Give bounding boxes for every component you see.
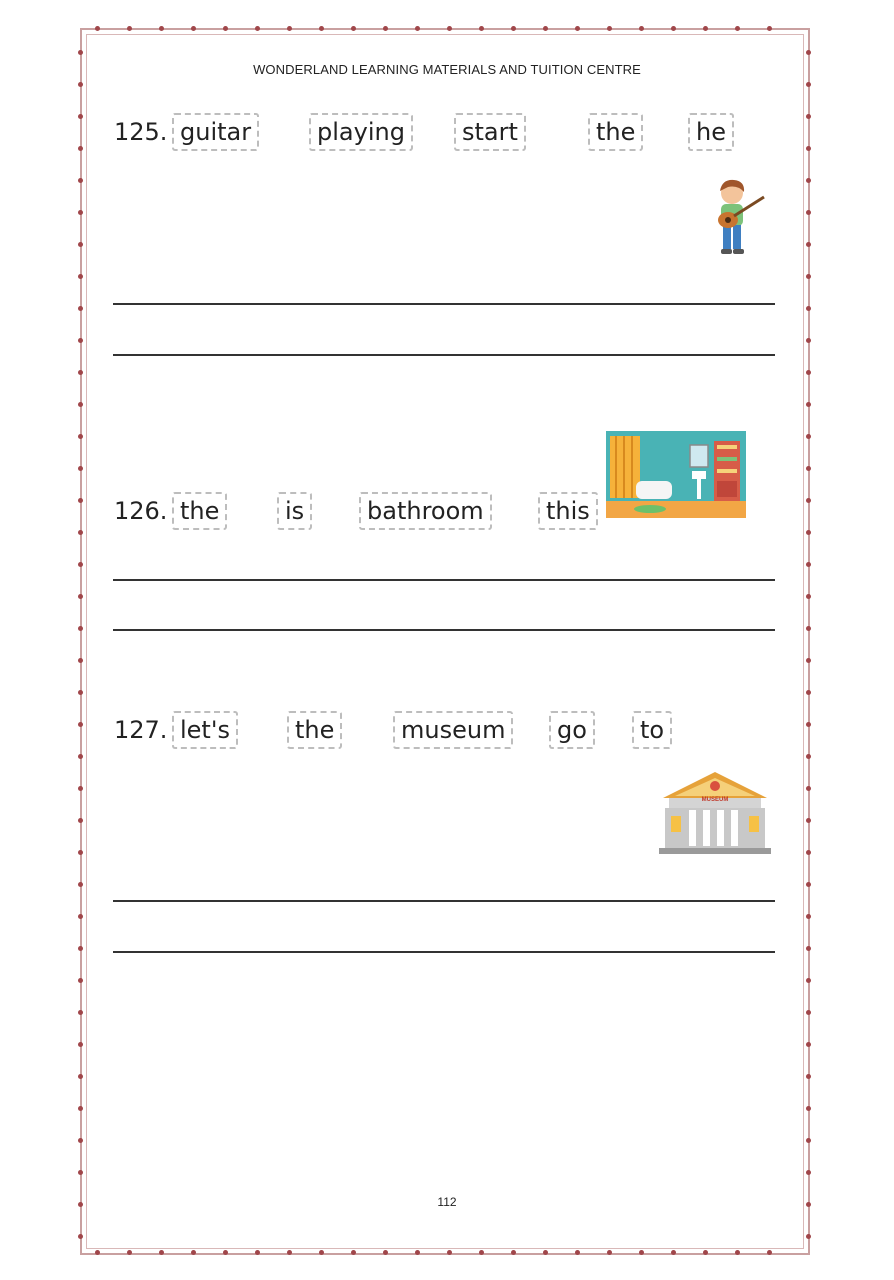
answer-line[interactable] — [113, 354, 775, 356]
word-card: let's — [172, 711, 238, 749]
border-dot — [806, 658, 811, 663]
border-dot — [223, 26, 228, 31]
word-card: start — [454, 113, 526, 151]
word-card: the — [287, 711, 342, 749]
border-dot — [78, 722, 83, 727]
border-dot — [806, 274, 811, 279]
border-dot — [78, 210, 83, 215]
border-dot — [78, 178, 83, 183]
border-dot — [806, 1170, 811, 1175]
border-dot — [95, 26, 100, 31]
border-dot — [806, 306, 811, 311]
border-dot — [806, 498, 811, 503]
border-dot — [671, 1250, 676, 1255]
border-dot — [78, 1042, 83, 1047]
header-title: WONDERLAND LEARNING MATERIALS AND TUITION CENTRE — [253, 62, 641, 77]
page-border-inner — [86, 34, 804, 1249]
word-card: to — [632, 711, 672, 749]
border-dot — [639, 1250, 644, 1255]
border-dot — [78, 818, 83, 823]
border-dot — [806, 594, 811, 599]
word-card: guitar — [172, 113, 259, 151]
border-dot — [78, 530, 83, 535]
border-dot — [575, 26, 580, 31]
border-dot — [806, 146, 811, 151]
bathroom-scene-icon — [606, 431, 746, 518]
border-dot — [351, 1250, 356, 1255]
border-dot — [78, 1138, 83, 1143]
border-dot — [78, 114, 83, 119]
museum-building-icon — [655, 768, 775, 856]
border-dot — [806, 530, 811, 535]
border-dot — [78, 242, 83, 247]
border-dot — [806, 690, 811, 695]
answer-line[interactable] — [113, 629, 775, 631]
answer-line[interactable] — [113, 303, 775, 305]
border-dot — [671, 26, 676, 31]
border-dot — [767, 1250, 772, 1255]
border-dot — [78, 1234, 83, 1239]
border-dot — [543, 26, 548, 31]
answer-line[interactable] — [113, 900, 775, 902]
border-dot — [287, 26, 292, 31]
border-dot — [255, 1250, 260, 1255]
word-card: is — [277, 492, 312, 530]
border-dot — [78, 626, 83, 631]
border-dot — [78, 498, 83, 503]
border-dot — [806, 562, 811, 567]
word-card: playing — [309, 113, 413, 151]
border-dot — [255, 26, 260, 31]
border-dot — [806, 978, 811, 983]
border-dot — [78, 850, 83, 855]
question-number: 126. — [114, 497, 168, 525]
border-dot — [735, 26, 740, 31]
border-dot — [806, 1074, 811, 1079]
answer-line[interactable] — [113, 579, 775, 581]
border-dot — [78, 338, 83, 343]
border-dot — [806, 1010, 811, 1015]
border-dot — [447, 1250, 452, 1255]
border-dot — [806, 370, 811, 375]
border-dot — [735, 1250, 740, 1255]
border-dot — [127, 26, 132, 31]
border-dot — [78, 402, 83, 407]
border-dot — [806, 402, 811, 407]
border-dot — [806, 626, 811, 631]
border-dot — [806, 1138, 811, 1143]
border-dot — [78, 466, 83, 471]
border-dot — [703, 26, 708, 31]
border-dot — [415, 1250, 420, 1255]
border-dot — [575, 1250, 580, 1255]
border-dot — [351, 26, 356, 31]
border-dot — [191, 26, 196, 31]
border-dot — [447, 26, 452, 31]
question-number: 125. — [114, 118, 168, 146]
border-dot — [78, 914, 83, 919]
word-card: the — [588, 113, 643, 151]
border-dot — [806, 178, 811, 183]
border-dot — [806, 82, 811, 87]
border-dot — [78, 434, 83, 439]
border-dot — [78, 82, 83, 87]
border-dot — [479, 26, 484, 31]
border-dot — [78, 1170, 83, 1175]
border-dot — [383, 26, 388, 31]
border-dot — [78, 50, 83, 55]
page-number: 112 — [437, 1195, 457, 1209]
border-dot — [806, 210, 811, 215]
border-dot — [319, 26, 324, 31]
border-dot — [191, 1250, 196, 1255]
border-dot — [78, 946, 83, 951]
border-dot — [511, 1250, 516, 1255]
border-dot — [287, 1250, 292, 1255]
border-dot — [607, 1250, 612, 1255]
border-dot — [78, 786, 83, 791]
museum-sign-label: MUSEUM — [701, 797, 729, 803]
word-card: bathroom — [359, 492, 492, 530]
word-card: he — [688, 113, 734, 151]
border-dot — [159, 1250, 164, 1255]
word-card: this — [538, 492, 598, 530]
border-dot — [806, 946, 811, 951]
word-card: go — [549, 711, 595, 749]
border-dot — [607, 26, 612, 31]
border-dot — [415, 26, 420, 31]
border-dot — [78, 146, 83, 151]
border-dot — [479, 1250, 484, 1255]
border-dot — [806, 722, 811, 727]
border-dot — [78, 1106, 83, 1111]
question-number: 127. — [114, 716, 168, 744]
border-dot — [383, 1250, 388, 1255]
border-dot — [806, 50, 811, 55]
border-dot — [806, 914, 811, 919]
border-dot — [78, 1074, 83, 1079]
border-dot — [319, 1250, 324, 1255]
border-dot — [511, 26, 516, 31]
border-dot — [78, 1010, 83, 1015]
border-dot — [78, 306, 83, 311]
border-dot — [806, 466, 811, 471]
border-dot — [806, 882, 811, 887]
border-dot — [78, 658, 83, 663]
border-dot — [78, 978, 83, 983]
border-dot — [806, 114, 811, 119]
border-dot — [806, 338, 811, 343]
border-dot — [639, 26, 644, 31]
border-dot — [223, 1250, 228, 1255]
border-dot — [78, 690, 83, 695]
boy-playing-guitar-icon — [708, 175, 768, 260]
answer-line[interactable] — [113, 951, 775, 953]
word-card: museum — [393, 711, 513, 749]
border-dot — [806, 754, 811, 759]
border-dot — [78, 274, 83, 279]
border-dot — [159, 26, 164, 31]
border-dot — [127, 1250, 132, 1255]
border-dot — [806, 434, 811, 439]
border-dot — [806, 1234, 811, 1239]
border-dot — [806, 1106, 811, 1111]
border-dot — [95, 1250, 100, 1255]
border-dot — [543, 1250, 548, 1255]
border-dot — [78, 594, 83, 599]
border-dot — [767, 26, 772, 31]
border-dot — [78, 370, 83, 375]
border-dot — [78, 562, 83, 567]
border-dot — [703, 1250, 708, 1255]
border-dot — [806, 1042, 811, 1047]
border-dot — [806, 242, 811, 247]
border-dot — [806, 786, 811, 791]
border-dot — [78, 882, 83, 887]
border-dot — [78, 754, 83, 759]
border-dot — [806, 850, 811, 855]
border-dot — [806, 818, 811, 823]
word-card: the — [172, 492, 227, 530]
